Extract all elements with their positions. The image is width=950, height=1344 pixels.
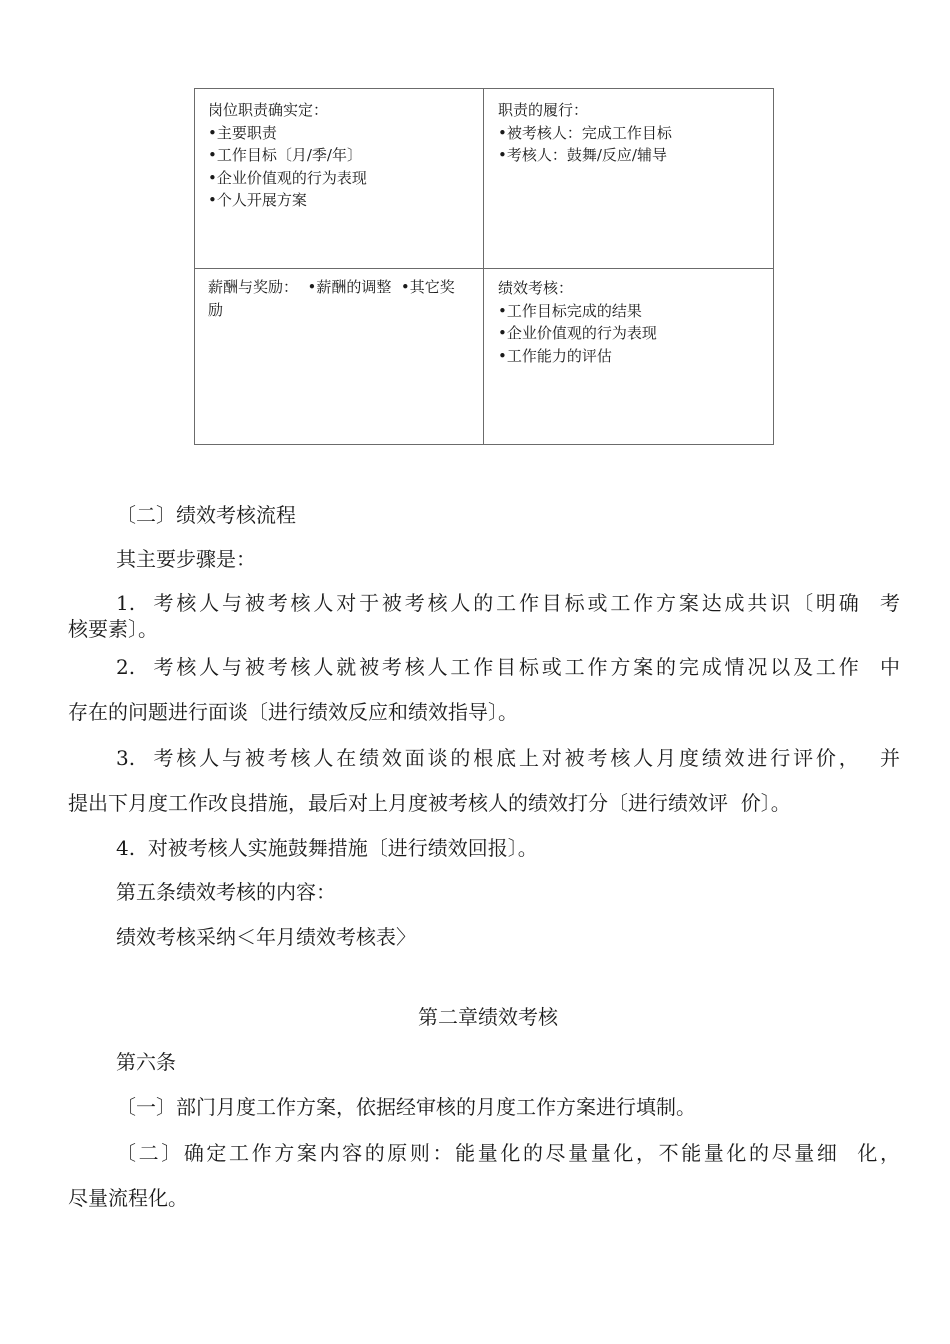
section-heading: 〔二〕绩效考核流程 [116,503,296,527]
list-item: •工作能力的评估 [498,346,612,365]
list-item: •工作目标完成的结果 [498,301,642,320]
table-cell-compensation [195,269,484,444]
paragraph-line: 〔二〕确定工作方案内容的原则：能量化的尽量量化，不能量化的尽量细 化， [116,1141,900,1165]
step-paragraph [68,590,900,642]
paragraph-line: 提出下月度工作改良措施，最后对上月度被考核人的绩效打分〔进行绩效评 价〕。 [68,791,791,815]
table-cell-performance-assessment [484,269,773,444]
cell-title: 职责的履行： [498,101,589,119]
cell-text: 薪酬与奖励： •薪酬的调整 •其它奖 [208,278,455,296]
table-cell-duty-fulfillment [484,89,773,269]
cell-title: 岗位职责确实定： [208,101,329,119]
article-paragraph: 第六条 [116,1050,176,1074]
chapter-title [0,1004,950,1030]
paragraph-line: 尽量流程化。 [68,1186,188,1210]
step-paragraph [68,745,900,816]
article-paragraph: 第五条绩效考核的内容： [116,880,336,904]
paragraph-line: 3. 考核人与被考核人在绩效面谈的根底上对被考核人月度绩效进行评价， 并 [116,746,900,770]
intro-paragraph: 其主要步骤是： [116,547,256,571]
item-paragraph: 〔一〕部门月度工作方案，依据经审核的月度工作方案进行填制。 [116,1095,696,1119]
cell-text: 励 [208,300,224,319]
paragraph-line: 1. 考核人与被考核人对于被考核人的工作目标或工作方案达成共识〔明确 考 [116,591,900,615]
list-item: •被考核人：完成工作目标 [498,123,672,142]
list-item: •工作目标〔月/季/年〕 [208,146,362,164]
cell-title: 绩效考核： [498,279,574,297]
list-item: •考核人：鼓舞/反应/辅导 [498,146,667,164]
paragraph-line: 2. 考核人与被考核人就被考核人工作目标或工作方案的完成情况以及工作 中 [116,655,900,679]
paragraph-line: 核要素〕。 [68,617,158,641]
paragraph-line: 存在的问题进行面谈〔进行绩效反应和绩效指导〕。 [68,700,518,724]
table-cell-job-responsibility [195,89,484,269]
list-item: •企业价值观的行为表现 [498,324,657,342]
list-item: •企业价值观的行为表现 [208,168,367,187]
step-paragraph: 4. 对被考核人实施鼓舞措施〔进行绩效回报〕。 [116,836,538,860]
list-item: •主要职责 [208,123,277,142]
responsibility-matrix-table [194,88,774,445]
step-paragraph [68,654,900,725]
chapter-title-text: 第二章绩效考核 [418,1005,558,1029]
article-detail: 绩效考核采纳＜年月绩效考核表〉 [116,925,416,949]
item-paragraph [68,1140,900,1211]
list-item: •个人开展方案 [208,191,307,209]
